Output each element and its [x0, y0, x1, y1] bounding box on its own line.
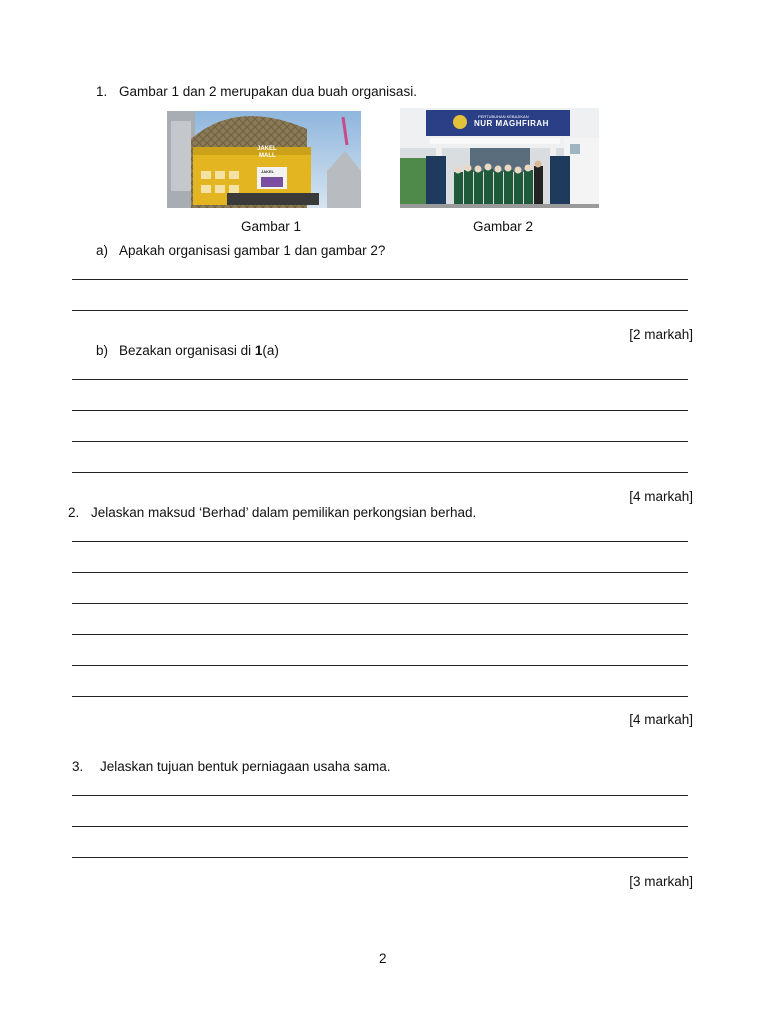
answer-line[interactable] — [72, 857, 688, 858]
q1a-marks: [2 markah] — [629, 327, 693, 342]
answer-line[interactable] — [72, 795, 688, 796]
question-3-number: 3. — [72, 759, 84, 774]
question-1-text: Gambar 1 dan 2 merupakan dua buah organisasi. — [119, 84, 417, 99]
q1a-text: Apakah organisasi gambar 1 dan gambar 2? — [119, 243, 386, 258]
answer-line[interactable] — [72, 410, 688, 411]
question-1-number: 1. — [96, 84, 108, 99]
answer-line[interactable] — [72, 826, 688, 827]
banner-small-text: PERTUBUHAN KEBAJIKAN — [478, 114, 529, 119]
answer-line[interactable] — [72, 603, 688, 604]
gambar-2-caption: Gambar 2 — [472, 219, 534, 234]
answer-line[interactable] — [72, 379, 688, 380]
answer-line[interactable] — [72, 279, 688, 280]
gambar-2-image — [400, 108, 599, 208]
q1b-marks: [4 markah] — [629, 489, 693, 504]
answer-line[interactable] — [72, 441, 688, 442]
q1b-text — [119, 343, 279, 358]
gambar-1-caption: Gambar 1 — [240, 219, 302, 234]
q3-marks: [3 markah] — [629, 874, 693, 889]
mall-sign-mid: MALL — [259, 153, 276, 159]
q1b-text-post: (a) — [262, 343, 279, 358]
answer-line[interactable] — [72, 472, 688, 473]
question-2-text: Jelaskan maksud ‘Berhad’ dalam pemilikan perkongsian berhad. — [91, 505, 477, 520]
q1b-text-bold: 1 — [254, 343, 263, 358]
answer-line[interactable] — [72, 696, 688, 697]
q1a-label: a) — [96, 243, 109, 258]
mall-photo — [167, 111, 361, 208]
mall-sign-top: JAKEL — [257, 146, 277, 152]
answer-line[interactable] — [72, 665, 688, 666]
q1b-label: b) — [96, 343, 109, 358]
answer-line[interactable] — [72, 634, 688, 635]
question-2-number: 2. — [68, 505, 80, 520]
question-3-text: Jelaskan tujuan bentuk perniagaan usaha sama. — [100, 759, 391, 774]
answer-line[interactable] — [72, 310, 688, 311]
banner-main-text: NUR MAGHFIRAH — [474, 119, 549, 128]
gambar-1-image — [167, 111, 361, 208]
answer-line[interactable] — [72, 572, 688, 573]
answer-line[interactable] — [72, 541, 688, 542]
q2-marks: [4 markah] — [629, 712, 693, 727]
q1b-text-pre: Bezakan organisasi di — [119, 343, 255, 358]
page-number: 2 — [379, 951, 387, 966]
mall-sign-low: JAKEL — [261, 169, 275, 174]
